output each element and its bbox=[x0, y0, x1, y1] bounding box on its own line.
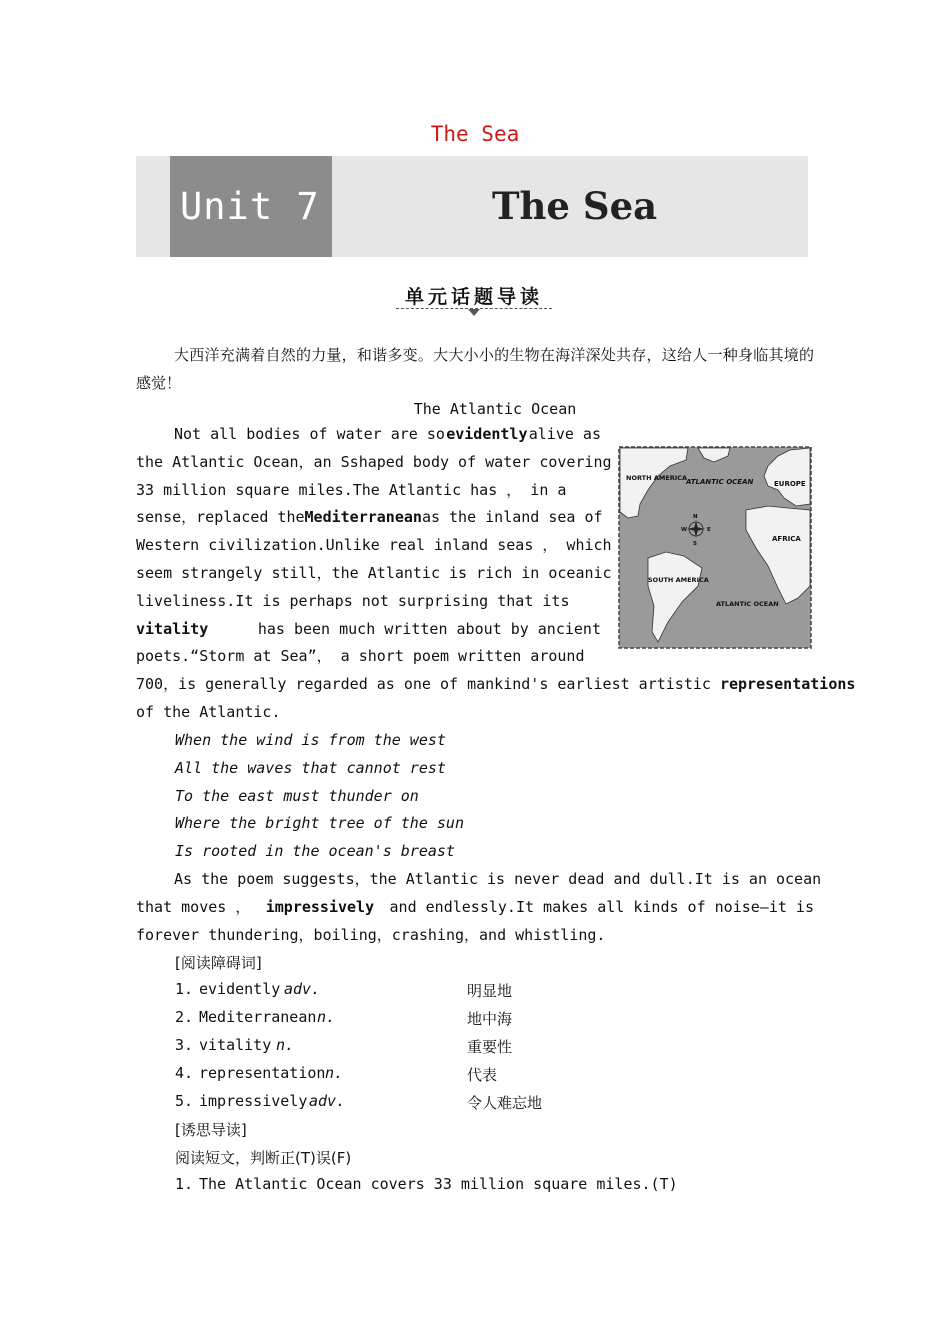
para1-line bbox=[136, 560, 612, 588]
vocab-meaning: 明显地 bbox=[467, 982, 513, 1000]
article-paragraph-2 bbox=[136, 866, 822, 949]
page-title: The Sea bbox=[430, 122, 520, 146]
text-run: sense，replaced the bbox=[136, 508, 305, 527]
section-arrow-icon bbox=[468, 309, 480, 316]
vocab-heading: [阅读障碍词] bbox=[175, 954, 262, 972]
compass-e: E bbox=[707, 527, 711, 533]
text-run: alive as bbox=[528, 425, 601, 443]
text-run: and endlessly.It makes all kinds of noise—it is bbox=[389, 897, 814, 916]
map-label-africa: AFRICA bbox=[772, 535, 801, 543]
atlantic-map bbox=[618, 446, 812, 649]
para1-line bbox=[136, 532, 612, 560]
para1-line bbox=[136, 449, 612, 477]
unit-label: Unit 7 bbox=[170, 156, 332, 257]
para2-line bbox=[136, 894, 814, 922]
text-run: liveliness.It is perhaps not surprising that its bbox=[136, 591, 570, 610]
poem-line: When the wind is from the west bbox=[175, 731, 446, 749]
poem-line: To the east must thunder on bbox=[175, 786, 419, 805]
key-word-vitality: vitality bbox=[136, 619, 209, 638]
text-run: 700，is generally regarded as one of mankind's earliest artistic bbox=[136, 675, 720, 693]
vocab-word: representation bbox=[199, 1064, 326, 1082]
guide-heading: [诱思导读] bbox=[175, 1121, 247, 1139]
para2-line bbox=[136, 866, 822, 894]
key-word-impressively: impressively bbox=[265, 897, 375, 916]
map-label-south-america: SOUTH AMERICA bbox=[648, 576, 709, 584]
para2-line bbox=[136, 922, 814, 950]
vocab-pos: adv. bbox=[284, 980, 321, 998]
para1-line bbox=[136, 588, 601, 616]
text-run: that moves ， bbox=[136, 897, 251, 916]
map-label-atlantic-south: ATLANTIC OCEAN bbox=[716, 600, 779, 608]
vocab-meaning: 代表 bbox=[467, 1066, 498, 1084]
vocab-meaning: 重要性 bbox=[467, 1038, 513, 1056]
para1-line bbox=[136, 671, 856, 699]
compass-w: W bbox=[681, 527, 688, 533]
text-run: has been much written about by ancient bbox=[248, 619, 601, 638]
compass-s: S bbox=[693, 541, 697, 547]
question-number: 1. bbox=[175, 1175, 194, 1193]
article-paragraph-1 bbox=[136, 421, 612, 671]
map-label-atlantic-north: ATLANTIC OCEAN bbox=[686, 478, 754, 486]
text-run: seem strangely still，the Atlantic is rich in oceanic bbox=[136, 563, 612, 582]
text-run: of the Atlantic. bbox=[136, 702, 281, 721]
vocab-pos: n. bbox=[325, 1064, 344, 1082]
poem-line: Is rooted in the ocean's breast bbox=[175, 842, 455, 861]
vocab-number: 2. bbox=[175, 1008, 194, 1026]
text-run: Not all bodies of water are so bbox=[174, 425, 445, 443]
para1-line bbox=[136, 616, 601, 644]
text-run: as the inland sea of bbox=[421, 508, 603, 527]
vocab-word: impressively bbox=[199, 1092, 308, 1110]
text-run: Western civilization.Unlike real inland seas ， which bbox=[136, 536, 612, 555]
question-text: The Atlantic Ocean covers 33 million square miles.(T) bbox=[199, 1175, 678, 1193]
section-heading: 单元话题导读 bbox=[404, 286, 543, 308]
vocab-word: evidently bbox=[199, 980, 281, 998]
vocab-meaning: 令人难忘地 bbox=[467, 1094, 543, 1112]
map-label-europe: EUROPE bbox=[774, 480, 806, 488]
guide-instruction: 阅读短文，判断正(T)误(F) bbox=[175, 1149, 352, 1167]
key-word-representations: representations bbox=[719, 675, 856, 693]
para1-line bbox=[136, 421, 601, 449]
vocab-number: 4. bbox=[175, 1064, 194, 1082]
unit-title: The Sea bbox=[492, 184, 658, 228]
para1-line bbox=[136, 643, 601, 671]
text-run: forever thundering，boiling，crashing，and whistling. bbox=[136, 925, 606, 944]
unit-banner bbox=[136, 156, 808, 257]
key-word-evidently: evidently bbox=[446, 425, 528, 443]
vocab-meaning: 地中海 bbox=[467, 1010, 513, 1028]
vocab-number: 5. bbox=[175, 1092, 194, 1110]
text-run: the Atlantic Ocean，an Sshaped body of water covering bbox=[136, 452, 612, 471]
key-word-mediterranean: Mediterranean bbox=[304, 508, 422, 527]
map-label-north-america: NORTH AMERICA bbox=[626, 474, 687, 482]
article-paragraph-1-continued bbox=[136, 671, 856, 727]
poem-line: All the waves that cannot rest bbox=[175, 758, 446, 777]
vocab-pos: n. bbox=[317, 1008, 336, 1026]
vocab-pos: n. bbox=[276, 1036, 295, 1054]
compass-n: N bbox=[693, 514, 698, 520]
article-title: The Atlantic Ocean bbox=[413, 400, 577, 418]
vocab-pos: adv. bbox=[309, 1092, 346, 1110]
text-run: As the poem suggests，the Atlantic is never dead and dull.It is an ocean bbox=[174, 870, 822, 888]
text-run: 33 million square miles.The Atlantic has ， in a bbox=[136, 480, 567, 499]
para1-line bbox=[136, 699, 814, 727]
poem bbox=[175, 727, 464, 866]
text-run: poets.“Storm at Sea”， a short poem written around bbox=[136, 647, 585, 666]
para1-line bbox=[136, 477, 601, 505]
vocab-number: 3. bbox=[175, 1036, 194, 1054]
vocab-word: Mediterranean bbox=[199, 1008, 317, 1026]
vocab-number: 1. bbox=[175, 980, 194, 998]
para1-line bbox=[136, 504, 601, 532]
poem-line: Where the bright tree of the sun bbox=[175, 814, 464, 833]
intro-paragraph: 大西洋充满着自然的力量，和谐多变。大大小小的生物在海洋深处共存，这给人一种身临其境的感觉！ bbox=[136, 346, 814, 392]
vocab-word: vitality bbox=[199, 1036, 272, 1054]
